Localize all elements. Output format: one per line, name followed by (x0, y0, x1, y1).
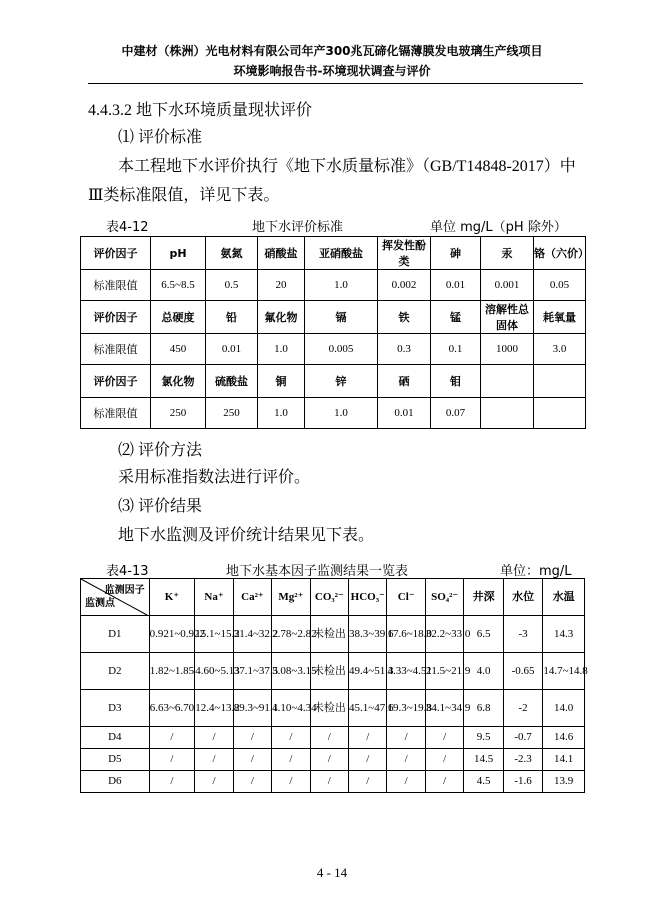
standard-heading: ⑴ 评价标准 (118, 129, 203, 146)
table2-cell: -3 (503, 616, 542, 653)
table1-cell: 0.01 (378, 398, 431, 429)
table2-cell: 6.63~6.70 (149, 690, 195, 727)
table1-cell: 铁 (378, 301, 431, 334)
table1-cell: 0.01 (431, 270, 481, 301)
table2-row (81, 727, 585, 749)
table2-cell: 4.5 (464, 771, 503, 793)
table1-unit: 单位 mg/L（pH 除外） (430, 220, 567, 235)
table1-cell (534, 398, 586, 429)
table2-cell: / (425, 749, 463, 771)
table1-cell: 450 (151, 334, 206, 365)
table1-cell: 汞 (481, 237, 534, 270)
table2-cell: / (149, 771, 195, 793)
result-text: 地下水监测及评价统计结果见下表。 (118, 527, 375, 544)
table2-row (81, 771, 585, 793)
table1-cell: 硝酸盐 (258, 237, 305, 270)
page-number: 4 - 14 (316, 865, 348, 880)
table1-row (81, 365, 586, 398)
table1-row-label: 评价因子 (81, 301, 151, 334)
table1-cell: 1000 (481, 334, 534, 365)
table2-cell: 14.5 (464, 749, 503, 771)
table1-cell: 铜 (258, 365, 305, 398)
table1-cell: 250 (206, 398, 258, 429)
table1-cell (481, 398, 534, 429)
table2-column-header: Na⁺ (195, 579, 233, 616)
table1-cell: 镉 (305, 301, 378, 334)
table2-header-row (81, 579, 585, 616)
table2-cell: -0.7 (503, 727, 542, 749)
corner-bottom-label: 监测点 (85, 598, 115, 609)
table2-cell: 13.9 (543, 771, 585, 793)
table2-cell: / (233, 727, 271, 749)
table2-cell: / (349, 771, 387, 793)
table2-row (81, 653, 585, 690)
table1-cell: 1.0 (258, 398, 305, 429)
table2-cell: 6.8 (464, 690, 503, 727)
monitoring-results-table (80, 578, 588, 793)
table1-number: 表4-12 (106, 220, 149, 235)
groundwater-standard-table (80, 236, 589, 429)
table2-cell: 14.3 (543, 616, 585, 653)
table2-station-label: D2 (81, 653, 150, 690)
table2-cell: 6.5 (464, 616, 503, 653)
table1-row (81, 398, 586, 429)
table2-cell: / (310, 749, 348, 771)
table2-cell: 34.1~34.9 (425, 690, 463, 727)
table2-cell: / (387, 771, 425, 793)
table2-cell: 14.0 (543, 690, 585, 727)
table1-cell: 0.1 (431, 334, 481, 365)
table2-cell: 38.3~39.6 (349, 616, 387, 653)
table2-cell: 14.1 (543, 749, 585, 771)
table1-cell: 0.3 (378, 334, 431, 365)
table2-station-label: D3 (81, 690, 150, 727)
table2-cell: 0.921~0.922 (149, 616, 195, 653)
header-project-title: 中建材（株洲）光电材料有限公司年产300兆瓦碲化镉薄膜发电玻璃生产线项目 (121, 44, 543, 58)
section-title: 4.4.3.2 地下水环境质量现状评价 (88, 102, 313, 119)
table1-cell: 亚硝酸盐 (305, 237, 378, 270)
table1-cell: 0.05 (534, 270, 586, 301)
page-header (0, 42, 664, 80)
corner-top-label: 监测因子 (104, 585, 145, 596)
table1-row-label: 评价因子 (81, 237, 151, 270)
table1-cell: 6.5~8.5 (151, 270, 206, 301)
table2-number: 表4-13 (106, 564, 149, 579)
table2-row (81, 749, 585, 771)
method-heading: ⑵ 评价方法 (118, 442, 203, 459)
table1-cell (481, 365, 534, 398)
table2-cell: / (349, 727, 387, 749)
table2-cell: 89.3~91.1 (233, 690, 271, 727)
table1-cell: 1.0 (305, 398, 378, 429)
table1-cell: 锰 (431, 301, 481, 334)
table2-cell: 未检出 (310, 653, 348, 690)
table2-column-header: 井深 (464, 579, 503, 616)
table1-cell: 总硬度 (151, 301, 206, 334)
table1-cell: 0.001 (481, 270, 534, 301)
table2-cell: 4.10~4.34 (272, 690, 310, 727)
header-divider (88, 83, 583, 84)
table1-cell: 耗氧量 (534, 301, 586, 334)
table1-cell: 0.5 (206, 270, 258, 301)
table2-cell: 15.1~15.2 (195, 616, 233, 653)
table1-row (81, 334, 586, 365)
table2-column-header: K⁺ (149, 579, 195, 616)
table2-cell: / (272, 771, 310, 793)
table2-cell: 14.6 (543, 727, 585, 749)
table2-cell: -2 (503, 690, 542, 727)
table2-cell: 32.2~33.0 (425, 616, 463, 653)
table2-cell: 4.60~5.13 (195, 653, 233, 690)
table2-cell: / (149, 749, 195, 771)
table1-cell: 1.0 (305, 270, 378, 301)
method-text: 采用标准指数法进行评价。 (118, 469, 311, 486)
table2-cell: 45.1~47.6 (349, 690, 387, 727)
table2-column-header: Ca²⁺ (233, 579, 271, 616)
table2-unit: 单位：mg/L (500, 564, 572, 579)
table2-cell: 12.4~13.2 (195, 690, 233, 727)
table2-station-label: D1 (81, 616, 150, 653)
table2-cell: / (233, 771, 271, 793)
table1-cell: 挥发性酚类 (378, 237, 431, 270)
table1-cell: 氟化物 (258, 301, 305, 334)
table2-cell: -0.65 (503, 653, 542, 690)
table2-cell: 1.82~1.85 (149, 653, 195, 690)
table1-row-label: 评价因子 (81, 365, 151, 398)
table2-cell: -1.6 (503, 771, 542, 793)
table1-cell: 1.0 (258, 334, 305, 365)
table2-cell: 17.6~18.0 (387, 616, 425, 653)
table2-cell: / (425, 771, 463, 793)
table1-cell: pH (151, 237, 206, 270)
table2-cell: 37.1~37.5 (233, 653, 271, 690)
table1-cell: 硫酸盐 (206, 365, 258, 398)
table2-station-label: D5 (81, 749, 150, 771)
table1-cell: 钼 (431, 365, 481, 398)
table2-cell: / (195, 771, 233, 793)
table2-cell: 49.4~51.3 (349, 653, 387, 690)
table1-cell: 硒 (378, 365, 431, 398)
table2-cell: / (195, 727, 233, 749)
table2-cell: / (310, 771, 348, 793)
table1-title: 地下水评价标准 (252, 220, 344, 235)
table2-station-label: D6 (81, 771, 150, 793)
table2-cell: / (195, 749, 233, 771)
table1-cell: 0.07 (431, 398, 481, 429)
table1-row (81, 237, 586, 270)
table1-cell: 氯化物 (151, 365, 206, 398)
table1-row (81, 301, 586, 334)
table2-column-header: Cl⁻ (387, 579, 425, 616)
table2-cell: / (387, 727, 425, 749)
table2-cell: 14.7~14.8 (543, 653, 585, 690)
table2-corner-cell (81, 579, 150, 616)
table2-cell: / (149, 727, 195, 749)
table1-cell: 铬（六价） (534, 237, 586, 270)
table2-cell: / (233, 749, 271, 771)
table2-row (81, 616, 585, 653)
table2-cell: 9.5 (464, 727, 503, 749)
table2-column-header: 水温 (543, 579, 585, 616)
table2-station-label: D4 (81, 727, 150, 749)
table1-cell: 铅 (206, 301, 258, 334)
table1-cell: 氨氮 (206, 237, 258, 270)
table2-column-header: 水位 (503, 579, 542, 616)
table1-row-label: 标准限值 (81, 270, 151, 301)
table2-cell: 4.33~4.51 (387, 653, 425, 690)
table1-row-label: 标准限值 (81, 334, 151, 365)
table1-cell: 溶解性总固体 (481, 301, 534, 334)
table2-column-header: CO₃²⁻ (310, 579, 348, 616)
table2-cell: / (272, 727, 310, 749)
table1-cell: 0.01 (206, 334, 258, 365)
table2-cell: / (310, 727, 348, 749)
table2-cell: 未检出 (310, 616, 348, 653)
standard-text-line2: Ⅲ类标准限值，详见下表。 (88, 187, 280, 204)
table1-cell: 砷 (431, 237, 481, 270)
table2-cell: 21.5~21.9 (425, 653, 463, 690)
table2-cell: -2.3 (503, 749, 542, 771)
table2-cell: / (425, 727, 463, 749)
table2-cell: 3.08~3.15 (272, 653, 310, 690)
table1-row (81, 270, 586, 301)
table2-cell: / (387, 749, 425, 771)
table2-cell: 未检出 (310, 690, 348, 727)
table2-cell: 31.4~32.2 (233, 616, 271, 653)
result-heading: ⑶ 评价结果 (118, 498, 203, 515)
table1-cell: 锌 (305, 365, 378, 398)
table1-cell: 20 (258, 270, 305, 301)
table1-cell (534, 365, 586, 398)
table2-title: 地下水基本因子监测结果一览表 (226, 564, 409, 579)
table2-cell: 19.3~19.8 (387, 690, 425, 727)
table1-cell: 250 (151, 398, 206, 429)
table1-cell: 0.005 (305, 334, 378, 365)
standard-text-line1: 本工程地下水评价执行《地下水质量标准》（GB/T14848-2017）中 (118, 158, 576, 175)
table1-row-label: 标准限值 (81, 398, 151, 429)
table2-cell: / (272, 749, 310, 771)
table2-column-header: HCO₃⁻ (349, 579, 387, 616)
table2-column-header: Mg²⁺ (272, 579, 310, 616)
table1-cell: 3.0 (534, 334, 586, 365)
table1-cell: 0.002 (378, 270, 431, 301)
table2-column-header: SO₄²⁻ (425, 579, 463, 616)
table2-cell: 4.0 (464, 653, 503, 690)
table2-cell: 2.78~2.82 (272, 616, 310, 653)
table2-row (81, 690, 585, 727)
header-chapter-title: 环境影响报告书-环境现状调查与评价 (233, 64, 431, 78)
table2-cell: / (349, 749, 387, 771)
